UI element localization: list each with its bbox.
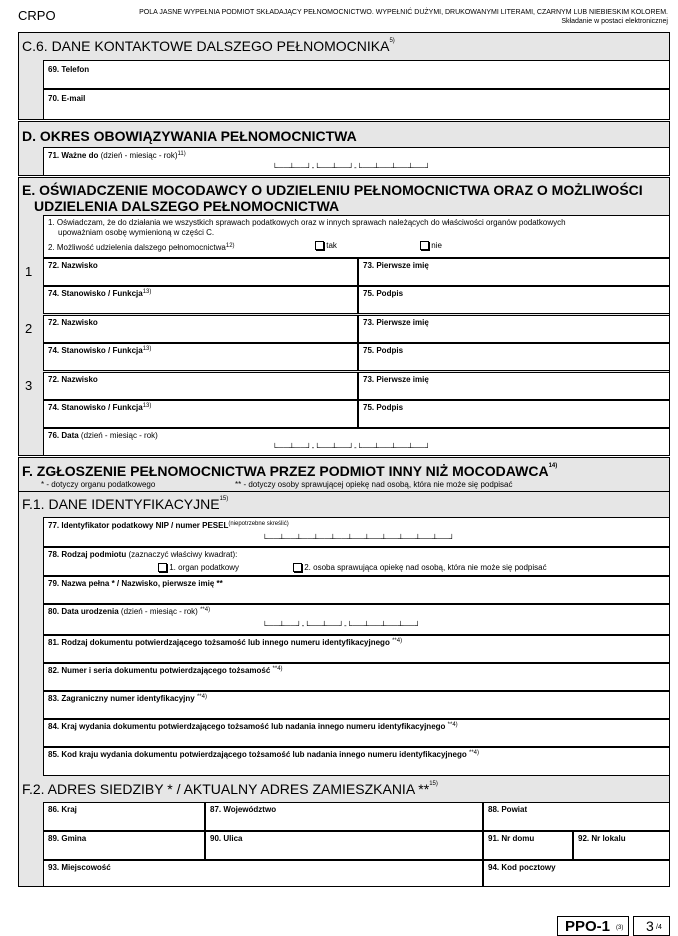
field-71-valid-until[interactable]: 71. Ważne do (dzień - miesiąc - rok)$^{11)}$ └──┴──┘-└──┴──┘-└──┴──┴──┴──┘ — [43, 147, 670, 176]
section-f2-title: F.2. ADRES SIEDZIBY * / AKTUALNY ADRES ZAMIESZKANIA **$^{15)}$ — [22, 781, 438, 797]
section-f1-title: F.1. DANE IDENTYFIKACYJNE$^{15)}$ — [22, 496, 229, 512]
form-name: PPO-1 — [565, 918, 611, 935]
statement-1: 1. Oświadczam, że do działania we wszystkich sprawach podatkowych oraz w innych sprawach należących do właściwości organów podatkowych — [48, 218, 566, 227]
form-name-box — [557, 916, 629, 936]
field-76-date-mask: └──┴──┘-└──┴──┘-└──┴──┴──┴──┘ — [272, 443, 431, 452]
page-number: 3 — [646, 918, 654, 934]
field-73-first-name-2[interactable]: 73. Pierwsze imię — [358, 315, 670, 343]
field-71-label: 71. Ważne do — [48, 151, 99, 160]
field-88-county[interactable]: 88. Powiat — [483, 802, 670, 831]
field-86-country[interactable]: 86. Kraj — [43, 802, 205, 831]
field-83-foreign-id[interactable]: 83. Zagraniczny numer identyfikacyjny $^{**4)}$ — [43, 691, 670, 719]
field-94-postal-code[interactable]: 94. Kod pocztowy — [483, 860, 670, 887]
statement-1b: upoważniam osobę wymienioną w części C. — [58, 228, 215, 237]
submission-note: Składanie w postaci elektronicznej — [561, 18, 668, 25]
field-74-position-2[interactable]: 74. Stanowisko / Funkcja$^{13)}$ — [43, 343, 358, 371]
field-74-position-3[interactable]: 74. Stanowisko / Funkcja$^{13)}$ — [43, 400, 358, 428]
section-d — [18, 121, 670, 176]
section-e-title: E. OŚWIADCZENIE MOCODAWCY O UDZIELENIU PEŁNOMOCNICTWA ORAZ O MOŻLIWOŚCI UDZIELENIA DALSZEGO PEŁNOMOCNICTWA — [22, 182, 643, 214]
field-89-municipality[interactable]: 89. Gmina — [43, 831, 205, 860]
statement-2: 2. Możliwość udzielenia dalszego pełnomocnictwa — [48, 243, 226, 252]
option-yes[interactable]: tak — [315, 241, 337, 250]
field-77-nip-pesel[interactable]: 77. Identyfikator podatkowy NIP / numer $PESEL^{(niepotrzebne skreślić)}$ └──┴──┴──┴──┴──┴──┴──┴──┴──┴──┴──┘ — [43, 517, 670, 547]
option-tax-organ[interactable]: 1. organ podatkowy — [158, 563, 239, 572]
form-version: (3) — [616, 925, 624, 931]
field-82-document-number[interactable]: 82. Numer i seria dokumentu potwierdzającego tożsamość $^{**4)}$ — [43, 663, 670, 691]
header-instruction — [139, 8, 668, 26]
field-70-email[interactable] — [43, 89, 670, 120]
signer-row-1-number: 1 — [25, 264, 33, 279]
field-69-phone[interactable] — [43, 60, 670, 89]
field-91-house-number[interactable]: 91. Nr domu — [483, 831, 573, 860]
field-71-hint: (dzień - miesiąc - rok) — [100, 151, 178, 160]
note-organ: * - dotyczy organu podatkowego — [41, 480, 156, 489]
field-90-street[interactable]: 90. Ulica — [205, 831, 483, 860]
section-e — [18, 177, 670, 456]
option-guardian[interactable]: 2. osoba sprawująca opiekę nad osobą, która nie może się podpisać — [293, 563, 547, 572]
checkbox-no-icon[interactable] — [420, 241, 429, 250]
checkbox-tax-organ-icon[interactable] — [158, 563, 167, 572]
field-76-date[interactable]: 76. Data (dzień - miesiąc - rok) └──┴──┘-└──┴──┘-└──┴──┴──┴──┘ — [43, 428, 670, 456]
field-93-city[interactable]: 93. Miejscowość — [43, 860, 483, 887]
field-78-entity-type: 78. Rodzaj podmiotu (zaznaczyć właściwy kwadrat): 1. organ podatkowy 2. osoba sprawująca opiekę nad osobą, która nie może się podpisać — [43, 547, 670, 576]
field-92-apartment-number[interactable]: 92. Nr lokalu — [573, 831, 670, 860]
field-80-date-mask: └──┴──┘-└──┴──┘-└──┴──┴──┴──┘ — [262, 621, 421, 630]
field-74-position-1[interactable]: 74. Stanowisko / Funkcja$^{13)}$ — [43, 286, 358, 314]
field-80-birth-date[interactable]: 80. Data urodzenia (dzień - miesiąc - rok) $^{**4)}$ └──┴──┘-└──┴──┘-└──┴──┴──┴──┘ — [43, 604, 670, 635]
checkbox-guardian-icon[interactable] — [293, 563, 302, 572]
field-73-first-name-3[interactable]: 73. Pierwsze imię — [358, 372, 670, 400]
page-total: /4 — [656, 924, 662, 931]
signer-row-3-number: 3 — [25, 378, 33, 393]
field-75-signature-2[interactable]: 75. Podpis — [358, 343, 670, 371]
divider — [19, 491, 669, 492]
field-81-document-type[interactable]: 81. Rodzaj dokumentu potwierdzającego tożsamość lub innego numeru identyfikacyjnego $^{**4)}$ — [43, 635, 670, 663]
field-72-surname-2[interactable]: 72. Nazwisko — [43, 315, 358, 343]
field-79-full-name[interactable]: 79. Nazwa pełna * / Nazwisko, pierwsze imię ** — [43, 576, 670, 604]
instruction-text: POLA JASNE WYPEŁNIA PODMIOT SKŁADAJĄCY PEŁNOMOCNICTWO. WYPEŁNIĆ DUŻYMI, DRUKOWANYMI LITERAMI, CZARNYM LUB NIEBIESKIM KOLOREM. — [139, 9, 668, 16]
section-f — [18, 457, 670, 887]
statement-box: 1. Oświadczam, że do działania we wszystkich sprawach podatkowych oraz w innych sprawach należących do właściwości organów podatkowych upoważniam osobę wymienioną w części C. 2. Możliwość udzielenia dalszego pełnomocnictwa$^{12)}$ tak nie — [43, 215, 670, 258]
page-number-box — [633, 916, 670, 936]
section-d-title: D. OKRES OBOWIĄZYWANIA PEŁNOMOCNICTWA — [22, 128, 357, 144]
option-no[interactable]: nie — [420, 241, 442, 250]
field-84-issuing-country[interactable]: 84. Kraj wydania dokumentu potwierdzającego tożsamość lub nadania innego numeru identyfikacyjnego $^{**4)}$ — [43, 719, 670, 747]
field-70-label: 70. E-mail — [48, 94, 86, 103]
field-87-voivodeship[interactable]: 87. Województwo — [205, 802, 483, 831]
section-c6-title: C.6. DANE KONTAKTOWE DALSZEGO PEŁNOMOCNIKA$^{5)}$ — [22, 38, 395, 54]
field-85-country-code[interactable]: 85. Kod kraju wydania dokumentu potwierdzającego tożsamość lub nadania innego numeru identyfikacyjnego $^{**4)}$ — [43, 747, 670, 776]
note-guardian: ** - dotyczy osoby sprawującej opiekę nad osobą, która nie może się podpisać — [235, 480, 513, 489]
field-73-first-name-1[interactable]: 73. Pierwsze imię — [358, 258, 670, 286]
section-f-title: F. ZGŁOSZENIE PEŁNOMOCNICTWA PRZEZ PODMIOT INNY NIŻ MOCODAWCA$^{14)}$ — [22, 463, 558, 479]
field-75-signature-1[interactable]: 75. Podpis — [358, 286, 670, 314]
field-75-signature-3[interactable]: 75. Podpis — [358, 400, 670, 428]
field-71-date-mask: └──┴──┘-└──┴──┘-└──┴──┴──┴──┘ — [272, 163, 431, 172]
checkbox-yes-icon[interactable] — [315, 241, 324, 250]
signer-row-2-number: 2 — [25, 321, 33, 336]
field-77-digit-mask: └──┴──┴──┴──┴──┴──┴──┴──┴──┴──┴──┘ — [262, 534, 455, 543]
field-69-label: 69. Telefon — [48, 65, 90, 74]
field-72-surname-3[interactable]: 72. Nazwisko — [43, 372, 358, 400]
section-c6 — [18, 32, 670, 120]
field-72-surname-1[interactable]: 72. Nazwisko — [43, 258, 358, 286]
form-code: CRPO — [18, 8, 56, 23]
